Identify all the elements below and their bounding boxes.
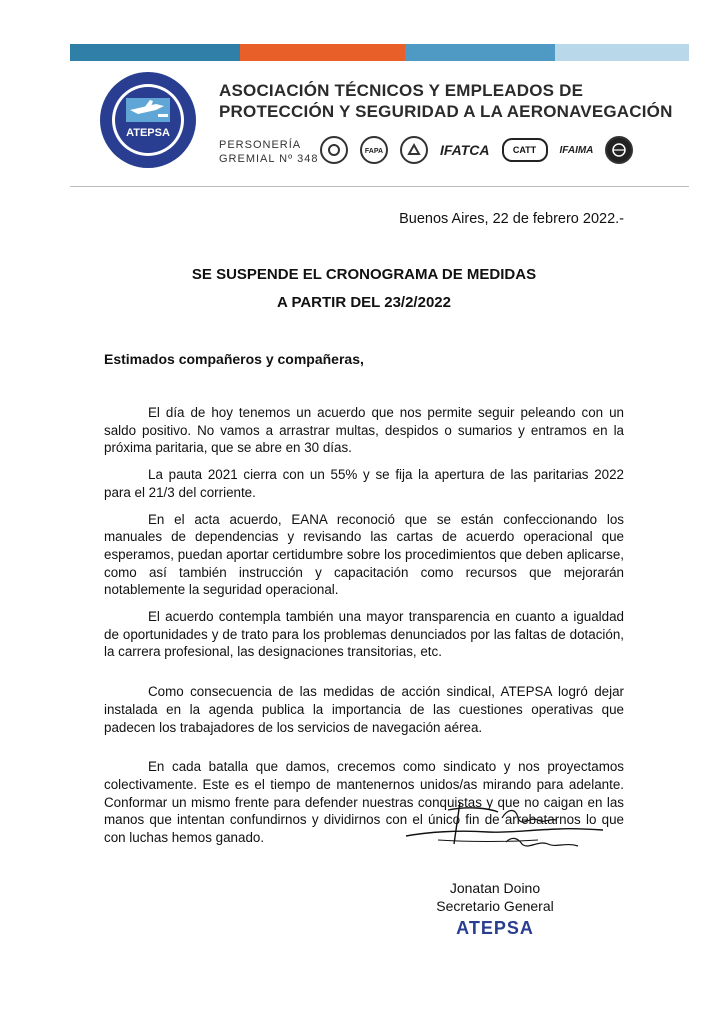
logo-label: FAPA: [364, 148, 384, 155]
letter-headline-line2: A PARTIR DEL 23/2/2022: [277, 294, 451, 311]
letter-date: Buenos Aires, 22 de febrero 2022.-: [399, 211, 624, 227]
itf-logo-icon: [400, 136, 428, 164]
body-paragraph: El acuerdo contempla también una mayor transparencia en cuanto a igualdad de oportunidades y de trato para los problemas denunciados por las faltas de dotación, la carrera profesional, las designaciones transitorias, etc.: [104, 609, 624, 660]
cgt-logo-icon: [320, 136, 348, 164]
letter-body: [104, 404, 624, 856]
letter-headline-line1: SE SUSPENDE EL CRONOGRAMA DE MEDIDAS: [191, 266, 537, 283]
signer-organization: ATEPSA: [456, 918, 534, 938]
color-bar-segment: [555, 44, 689, 61]
org-title-line2: PROTECCIÓN Y SEGURIDAD A LA AERONAVEGACIÓN: [219, 102, 673, 121]
personeria-gremial: [219, 138, 319, 166]
org-title-line1: ASOCIACIÓN TÉCNICOS Y EMPLEADOS DE: [219, 81, 584, 100]
seal-name: ATEPSA: [126, 127, 170, 139]
color-bar-segment: [70, 44, 240, 61]
signer-name: Jonatan Doino: [449, 880, 541, 896]
body-paragraph: En cada batalla que damos, crecemos como sindicato y nos proyectamos colectivamente. Este es el tiempo de mantenernos unidos/as mirando para adelante. Conformar un mismo frente para defender nuestras conquistas y que no caigan en las manos que intentan confundirnos y dividirnos con el único fin de arrebatarnos lo que con luchas hemos ganado.: [104, 759, 624, 846]
personeria-line2: GREMIAL Nº 348: [219, 153, 319, 165]
letter-greeting: Estimados compañeros y compañeras,: [104, 351, 364, 367]
body-paragraph: En el acta acuerdo, EANA reconoció que se están confeccionando los manuales de dependencias y revisando las cartas de acuerdo operacional que esperamos, puedan aportar certidumbre sobre los procedimientos que deben aplicarse, como así también instrucción y capacitación como recursos que mejorarán notablemente la seguridad operacional.: [104, 511, 624, 598]
handwritten-signature: [398, 796, 608, 862]
personeria-line1: PERSONERÍA: [219, 139, 302, 151]
affiliate-logos: [320, 133, 633, 167]
signer-role: Secretario General: [436, 898, 554, 914]
globe-logo-icon: [605, 136, 633, 164]
body-paragraph: Como consecuencia de las medidas de acción sindical, ATEPSA logró dejar instalada en la agenda publica la importancia de las cuestiones operativas que padecen los trabajadores de los servicios de navegación aérea.: [104, 684, 624, 735]
color-bar-segment: [240, 44, 405, 61]
ifatca-logo: IFATCA: [440, 142, 490, 158]
fapa-logo-icon: [360, 136, 388, 164]
header-divider: [70, 186, 689, 187]
color-bar-segment: [405, 44, 555, 61]
ifaima-logo: IFAIMA: [559, 144, 594, 156]
header-color-bar: [70, 44, 689, 61]
organization-title: [219, 80, 689, 122]
atepsa-seal-logo: [98, 70, 198, 170]
catt-logo: CATT: [502, 138, 548, 162]
body-paragraph: El día de hoy tenemos un acuerdo que nos permite seguir peleando con un saldo positivo. No vamos a arrastrar multas, despidos o sumarios y entramos en la próxima paritaria, que se abre en 30 días.: [104, 405, 624, 456]
body-paragraph: La pauta 2021 cierra con un 55% y se fija la apertura de las paritarias 2022 para el 21/3 del corriente.: [104, 467, 624, 500]
